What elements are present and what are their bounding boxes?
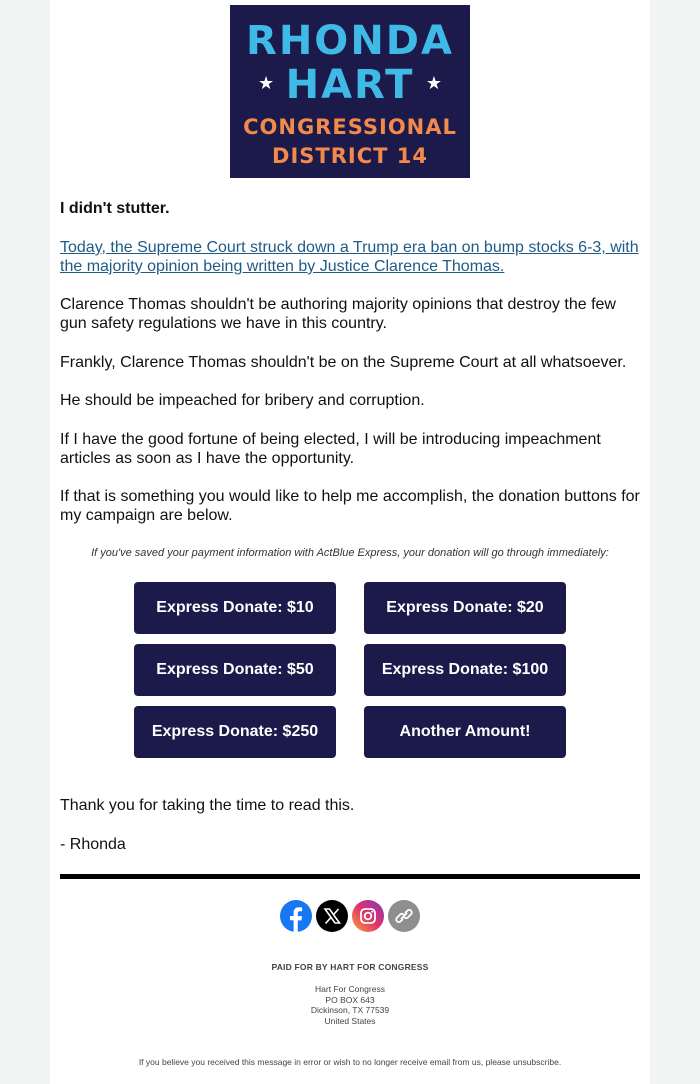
logo-first-name: RHONDA [246, 18, 454, 64]
divider [60, 874, 640, 879]
address-line: PO BOX 643 [325, 994, 375, 1005]
donate-250-button[interactable]: Express Donate: $250 [134, 706, 336, 758]
address-line: Dickinson, TX 77539 [310, 1005, 390, 1015]
mailing-address [50, 984, 650, 1026]
actblue-express-note: If you've saved your payment information with ActBlue Express, your donation will go through immediately: [91, 547, 609, 559]
facebook-icon[interactable] [280, 900, 312, 932]
logo-last-name: HART [285, 62, 415, 108]
donate-20-button[interactable]: Express Donate: $20 [364, 582, 566, 634]
signoff-text: - Rhonda [60, 836, 126, 853]
unsubscribe-notice[interactable]: If you believe you received this message in error or wish to no longer receive email from us, please unsubscribe. [138, 1057, 562, 1067]
paid-for-disclaimer: PAID FOR BY HART FOR CONGRESS [271, 962, 429, 972]
donate-50-button[interactable]: Express Donate: $50 [134, 644, 336, 696]
paragraph-1: Clarence Thomas shouldn't be authoring majority opinions that destroy the few gun safety regulations we have in this country. [60, 296, 616, 332]
paragraph-2: Frankly, Clarence Thomas shouldn't be on the Supreme Court at all whatsoever. [60, 354, 627, 371]
logo-congressional: CONGRESSIONAL [243, 115, 457, 139]
donate-100-button[interactable]: Express Donate: $100 [364, 644, 566, 696]
campaign-logo [230, 5, 470, 178]
news-link-paragraph [60, 238, 645, 276]
donate-10-button[interactable]: Express Donate: $10 [134, 582, 336, 634]
address-line: United States [324, 1015, 376, 1026]
address-line: Hart For Congress [315, 984, 385, 994]
paragraph-5: If that is something you would like to help me accomplish, the donation buttons for my campaign are below. [60, 488, 640, 524]
logo-district: DISTRICT 14 [272, 144, 428, 168]
paragraph-3: He should be impeached for bribery and corruption. [60, 392, 425, 409]
paragraph-4: If I have the good fortune of being elected, I will be introducing impeachment articles as soon as I have the opportunity. [60, 431, 601, 467]
another-amount-button[interactable]: Another Amount! [364, 706, 566, 758]
star-icon: ★ [258, 73, 275, 93]
email-heading: I didn't stutter. [60, 200, 170, 217]
email-body [50, 0, 650, 1084]
link-icon[interactable] [388, 900, 420, 932]
instagram-icon[interactable] [352, 900, 384, 932]
thanks-text: Thank you for taking the time to read this. [60, 797, 355, 814]
news-link[interactable]: Today, the Supreme Court struck down a Trump era ban on bump stocks 6-3, with the majority opinion being written by Justice Clarence Thomas. [60, 239, 639, 275]
star-icon: ★ [425, 73, 442, 93]
x-icon[interactable] [316, 900, 348, 932]
